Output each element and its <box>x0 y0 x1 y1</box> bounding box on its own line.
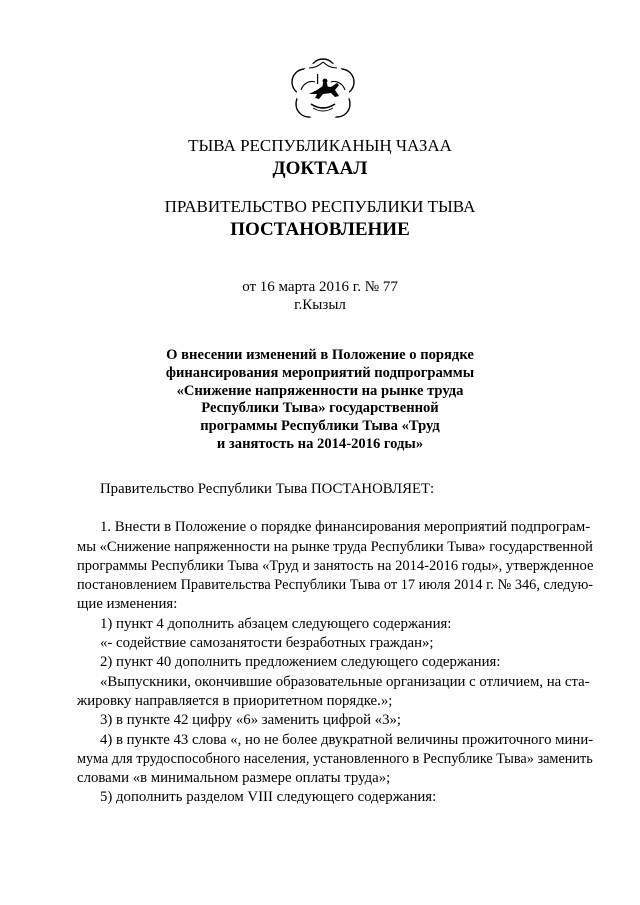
title-line: Республики Тыва» государственной <box>201 400 439 417</box>
body-p1-line: программы Республики Тыва «Труд и занятость на 2014-2016 годы», утвержденное <box>77 557 594 574</box>
body-item-4-line: мума для трудоспособного населения, установленного в Республике Тыва» заменить <box>77 750 593 767</box>
title-line: О внесении изменений в Положение о порядке <box>166 347 474 363</box>
title-line: и занятость на 2014-2016 годы» <box>216 435 424 452</box>
body-item-5: 5) дополнить разделом VIII следующего содержания: <box>100 789 437 806</box>
decree-title <box>150 347 490 454</box>
decree-date-number: от 16 марта 2016 г. № 77 <box>242 279 398 295</box>
body-p1-line: постановлением Правительства Республики Тыва от 17 июля 2014 г. № 346, следую- <box>77 577 594 594</box>
body-item-2-quote-line: «Выпускники, окончившие образовательные организации с отличием, на ста- <box>100 673 590 690</box>
body-item-1-quote: «- содействие самозанятости безработных граждан»; <box>100 635 434 652</box>
body-item-1: 1) пункт 4 дополнить абзацем следующего содержания: <box>100 615 452 632</box>
body-p1-line: мы «Снижение напряженности на рынке труда Республики Тыва» государственной <box>77 538 593 555</box>
decree-place: г.Кызыл <box>294 297 346 313</box>
header-decree: ПОСТАНОВЛЕНИЕ <box>230 219 410 240</box>
header-government: ПРАВИТЕЛЬСТВО РЕСПУБЛИКИ ТЫВА <box>164 197 476 216</box>
header-tuvan-decree: ДОКТААЛ <box>272 158 368 179</box>
title-line: «Снижение напряженности на рынке труда <box>176 382 464 399</box>
body-item-4-line: словами «в минимальном размере оплаты труда»; <box>77 770 391 787</box>
decree-body <box>77 480 593 808</box>
header-tuvan-government: ТЫВА РЕСПУБЛИКАНЫҢ ЧАЗАА <box>188 136 452 155</box>
body-item-4-line: 4) в пункте 43 слова «, но не более двукратной величины прожиточного мини- <box>99 731 594 748</box>
coat-of-arms-emblem <box>287 56 359 128</box>
body-intro: Правительство Республики Тыва ПОСТАНОВЛЯЕТ: <box>100 481 435 497</box>
body-item-2-quote-line: жировку направляется в приоритетном порядке.»; <box>77 692 393 709</box>
title-line: программы Республики Тыва «Труд <box>200 418 440 435</box>
body-item-2: 2) пункт 40 дополнить предложением следующего содержания: <box>100 654 501 671</box>
body-p1-line: щие изменения: <box>77 596 178 613</box>
body-p1-line: 1. Внести в Положение о порядке финансирования мероприятий подпрограм- <box>100 519 591 536</box>
title-line: финансирования мероприятий подпрограммы <box>165 364 475 381</box>
body-item-3: 3) в пункте 42 цифру «6» заменить цифрой «3»; <box>100 712 402 729</box>
